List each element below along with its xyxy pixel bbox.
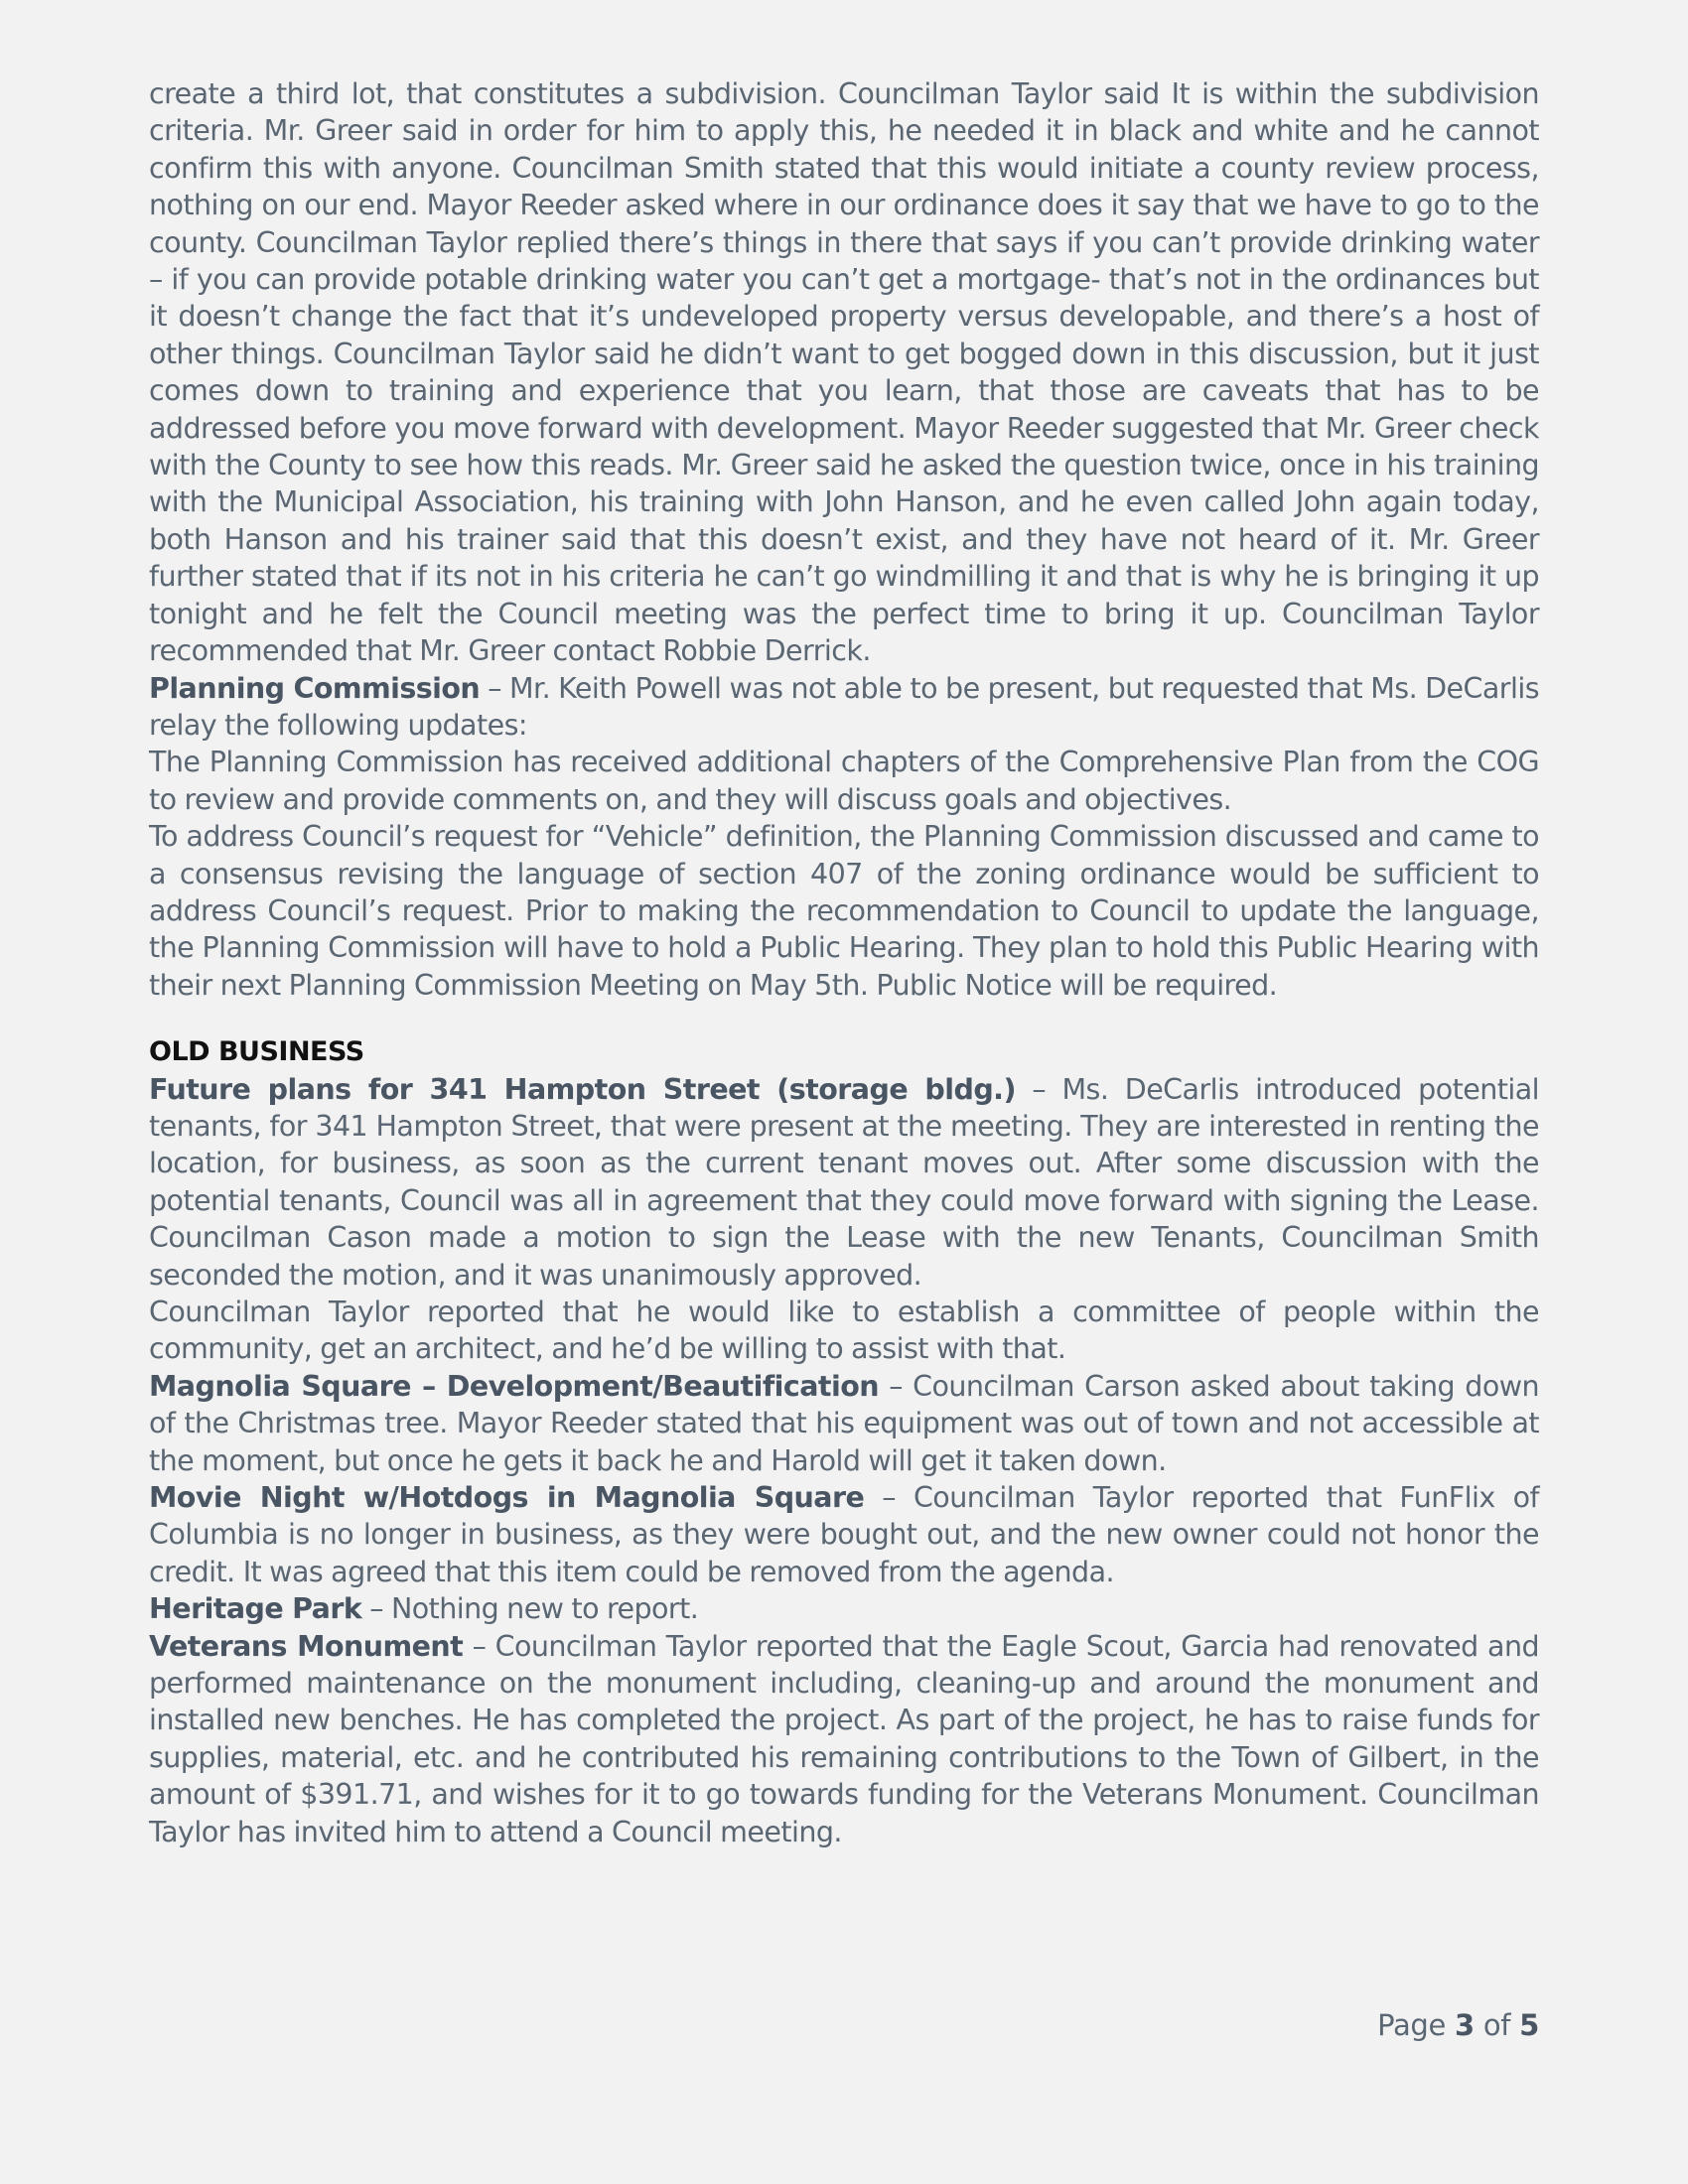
paragraph-text: – Ms. DeCarlis introduced potential tenants, for 341 Hampton Street, that were present at the meeting. They are interested in renting the location, for business, as soon as the current tenant moves out. After some discussion with the potential tenants, Council was all in agreement that they could move forward with signing the Lease. Councilman Cason made a motion to sign the Lease with the new Tenants, Councilman Smith seconded the motion, and it was unanimously approved. (149, 1072, 1539, 1292)
paragraph-subdivision-discussion (149, 75, 1539, 670)
paragraph-lead-heading: Heritage Park (149, 1592, 362, 1626)
document-body (149, 75, 1539, 1850)
paragraph-text: – Councilman Taylor reported that the Eagle Scout, Garcia had renovated and performed maintenance on the monument including, cleaning-up and around the monument and installed new benches. He has completed the project. As part of the project, he has to raise funds for supplies, material, etc. and he contributed his remaining contributions to the Town of Gilbert, in the amount of $391.71, and wishes for it to go towards funding for the Veterans Monument. Councilman Taylor has invited him to attend a Council meeting. (149, 1629, 1540, 1848)
paragraph-movie-night (149, 1479, 1539, 1590)
paragraph-heritage-park (149, 1590, 1539, 1627)
paragraph-vehicle-definition (149, 818, 1539, 1004)
paragraph-committee (149, 1294, 1539, 1368)
paragraph-text: – Mr. Keith Powell was not able to be present, but requested that Ms. DeCarlis relay the following updates: (149, 671, 1539, 742)
current-page-number: 3 (1455, 2008, 1475, 2042)
paragraph-magnolia-square (149, 1368, 1539, 1479)
paragraph-text: The Planning Commission has received additional chapters of the Comprehensive Plan from the COG to review and provide comments on, and they will discuss goals and objectives. (149, 746, 1539, 816)
paragraph-text: To address Council’s request for “Vehicle” definition, the Planning Commission discussed and came to a consensus revising the language of section 407 of the zoning ordinance would be sufficient to address Council’s request. Prior to making the recommendation to Council to update the language, the Planning Commission will have to hold a Public Hearing. They plan to hold this Public Hearing with their next Planning Commission Meeting on May 5th. Public Notice will be required. (149, 820, 1539, 1002)
paragraph-comprehensive-plan (149, 744, 1539, 818)
total-pages-number: 5 (1519, 2008, 1539, 2042)
paragraph-text: – Councilman Taylor reported that FunFlix of Columbia is no longer in business, as they were bought out, and the new owner could not honor the credit. It was agreed that this item could be removed from the agenda. (149, 1481, 1540, 1588)
section-heading-old-business: OLD BUSINESS (149, 1036, 364, 1068)
page-word: Page (1377, 2008, 1447, 2042)
paragraph-text: create a third lot, that constitutes a subdivision. Councilman Taylor said It is within the subdivision criteria. Mr. Greer said in order for him to apply this, he needed it in black and white and he cannot confirm this with anyone. Councilman Smith stated that this would initiate a county review process, nothing on our end. Mayor Reeder asked where in our ordinance does it say that we have to go to the county. Councilman Taylor replied there’s things in there that says if you can’t provide drinking water – if you can provide potable drinking water you can’t get a mortgage- that’s not in the ordinances but it doesn’t change the fact that it’s undeveloped property versus developable, and there’s a host of other things. Councilman Taylor said he didn’t want to get bogged down in this discussion, but it just comes down to training and experience that you learn, that those are caveats that has to be addressed before you move forward with development. Mayor Reeder suggested that Mr. Greer check with the County to see how this reads. Mr. Greer said he asked the question twice, once in his training with the Municipal Association, his training with John Hanson, and he even called John again today, both Hanson and his trainer said that this doesn’t exist, and they have not heard of it. Mr. Greer further stated that if its not in his criteria he can’t go windmilling it and that is why he is bringing it up tonight and he felt the Council meeting was the perfect time to bring it up. Councilman Taylor recommended that Mr. Greer contact Robbie Derrick. (149, 77, 1539, 668)
paragraph-text: Councilman Taylor reported that he would like to establish a committee of people within the community, get an architect, and he’d be willing to assist with that. (149, 1296, 1539, 1366)
paragraph-lead-heading: Veterans Monument (149, 1629, 464, 1663)
paragraph-lead-heading: Movie Night w/Hotdogs in Magnolia Square (149, 1481, 865, 1515)
paragraph-hampton-street (149, 1071, 1539, 1294)
page-number-footer (1377, 2008, 1539, 2042)
paragraph-lead-heading: Future plans for 341 Hampton Street (storage bldg.) (149, 1072, 1016, 1106)
paragraph-text: – Nothing new to report. (361, 1592, 699, 1626)
paragraph-lead-heading: Planning Commission (149, 671, 481, 705)
paragraph-lead-heading: Magnolia Square – Development/Beautification (149, 1369, 879, 1403)
paragraph-planning-commission (149, 670, 1539, 745)
paragraph-veterans-monument (149, 1628, 1539, 1850)
paragraph-text: – Councilman Carson asked about taking down of the Christmas tree. Mayor Reeder stated that his equipment was out of town and not accessible at the moment, but once he gets it back he and Harold will get it taken down. (149, 1369, 1539, 1477)
of-word: of (1482, 2008, 1511, 2042)
